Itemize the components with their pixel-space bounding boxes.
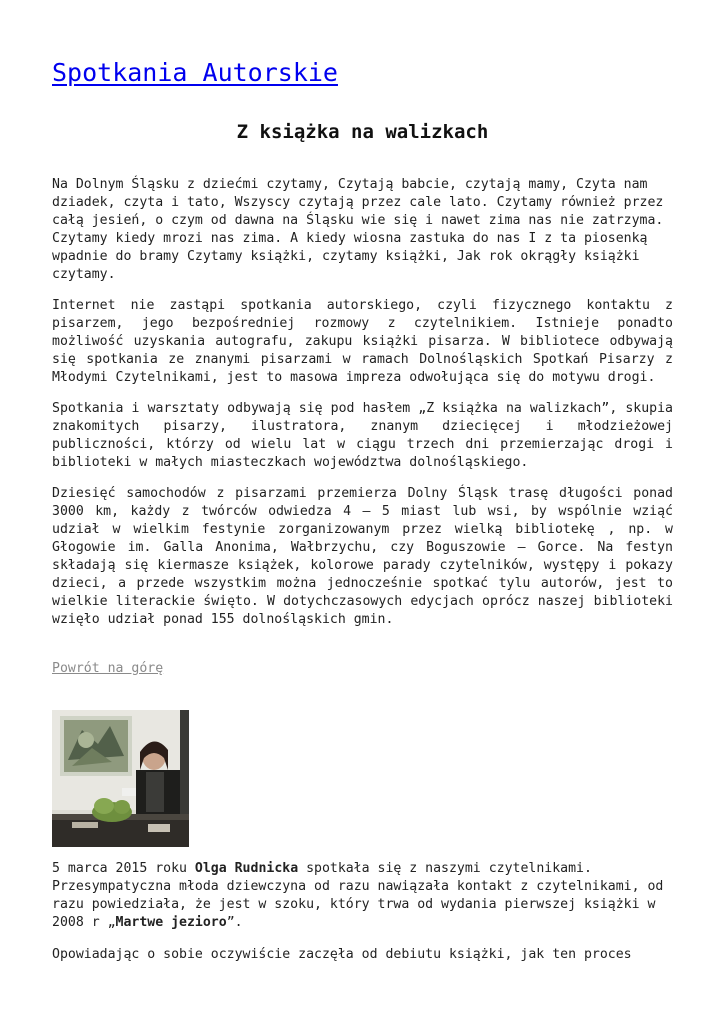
author-photo (52, 710, 189, 847)
event-intro: 5 marca 2015 roku (52, 861, 195, 876)
book-title: Martwe jezioro (115, 915, 227, 930)
event-closing: ”. (226, 915, 243, 930)
event-description: spotkała się z naszymi czytelnikami. Przesympatyczna młoda dziewczyna od razu nawiązała kontakt z czytelnikami, od razu powiedziała, że jest w szoku, który trwa od wydania pierwszej książki w 2008 r „ (52, 861, 664, 930)
paragraph-debut: Opowiadając o sobie oczywiście zaczęła od debiutu książki, jak ten proces (52, 947, 632, 962)
paragraph-meetings: Internet nie zastąpi spotkania autorskiego, czyli fizycznego kontaktu z pisarzem, jego bezpośredniej rozmowy z czytelnikiem. Istnieje ponadto możliwość uzyskania autografu, zakupu książki pisarza. W bibliotece odbywają się spotkania ze znanymi pisarzami w ramach Dolnośląskich Spotkań Pisarzy z Młodymi Czytelnikami, jest to masowa impreza odwołująca się do motywu drogi. (52, 298, 673, 385)
paragraph-event (52, 860, 673, 932)
paragraph-poem: Na Dolnym Śląsku z dziećmi czytamy, Czytają babcie, czytają mamy, Czyta nam dziadek, czyta i tato, Wszyscy czytają przez cale lato. Czytamy również przez całą jesień, o czym od dawna na Śląsku wie się i nawet zima nas nie zatrzyma. Czytamy kiedy mrozi nas zima. A kiedy wiosna zastuka do nas I z ta piosenką wpadnie do bramy Czytamy książki, czytamy książki, Jak rok okrągły książki czytamy. (52, 177, 664, 282)
page (52, 0, 673, 962)
article-subtitle: Z książka na walizkach (236, 121, 489, 143)
page-title-link[interactable]: Spotkania Autorskie (52, 58, 338, 87)
paragraph-workshops: Spotkania i warsztaty odbywają się pod hasłem „Z książka na walizkach”, skupia znakomitych pisarzy, ilustratora, znanym dziecięcej i młodzieżowej publiczności, którzy od wielu lat w ciągu trzech dni przemierzając drogi i biblioteki w małych miasteczkach województwa dolnośląskiego. (52, 401, 673, 470)
back-to-top-link[interactable]: Powrót na górę (52, 661, 164, 676)
author-photo-image (52, 710, 189, 847)
paragraph-festival: Dziesięć samochodów z pisarzami przemierza Dolny Śląsk trasę długości ponad 3000 km, każdy z twórców odwiedza 4 – 5 miast lub wsi, by wspólnie wziąć udział w wielkim festynie zorganizowanym przez wielką bibliotekę , np. w Głogowie im. Galla Anonima, Wałbrzychu, czy Boguszowie – Gorce. Na festyn składają się kiermasze książek, kolorowe parady czytelników, występy i pokazy dzieci, a przede wszystkim można jednocześnie spotkać tylu autorów, jest to wielkie literackie święto. W dotychczasowych edycjach oprócz naszej biblioteki wzięło udział ponad 155 dolnośląskich gmin. (52, 486, 673, 627)
author-name: Olga Rudnicka (194, 861, 299, 876)
